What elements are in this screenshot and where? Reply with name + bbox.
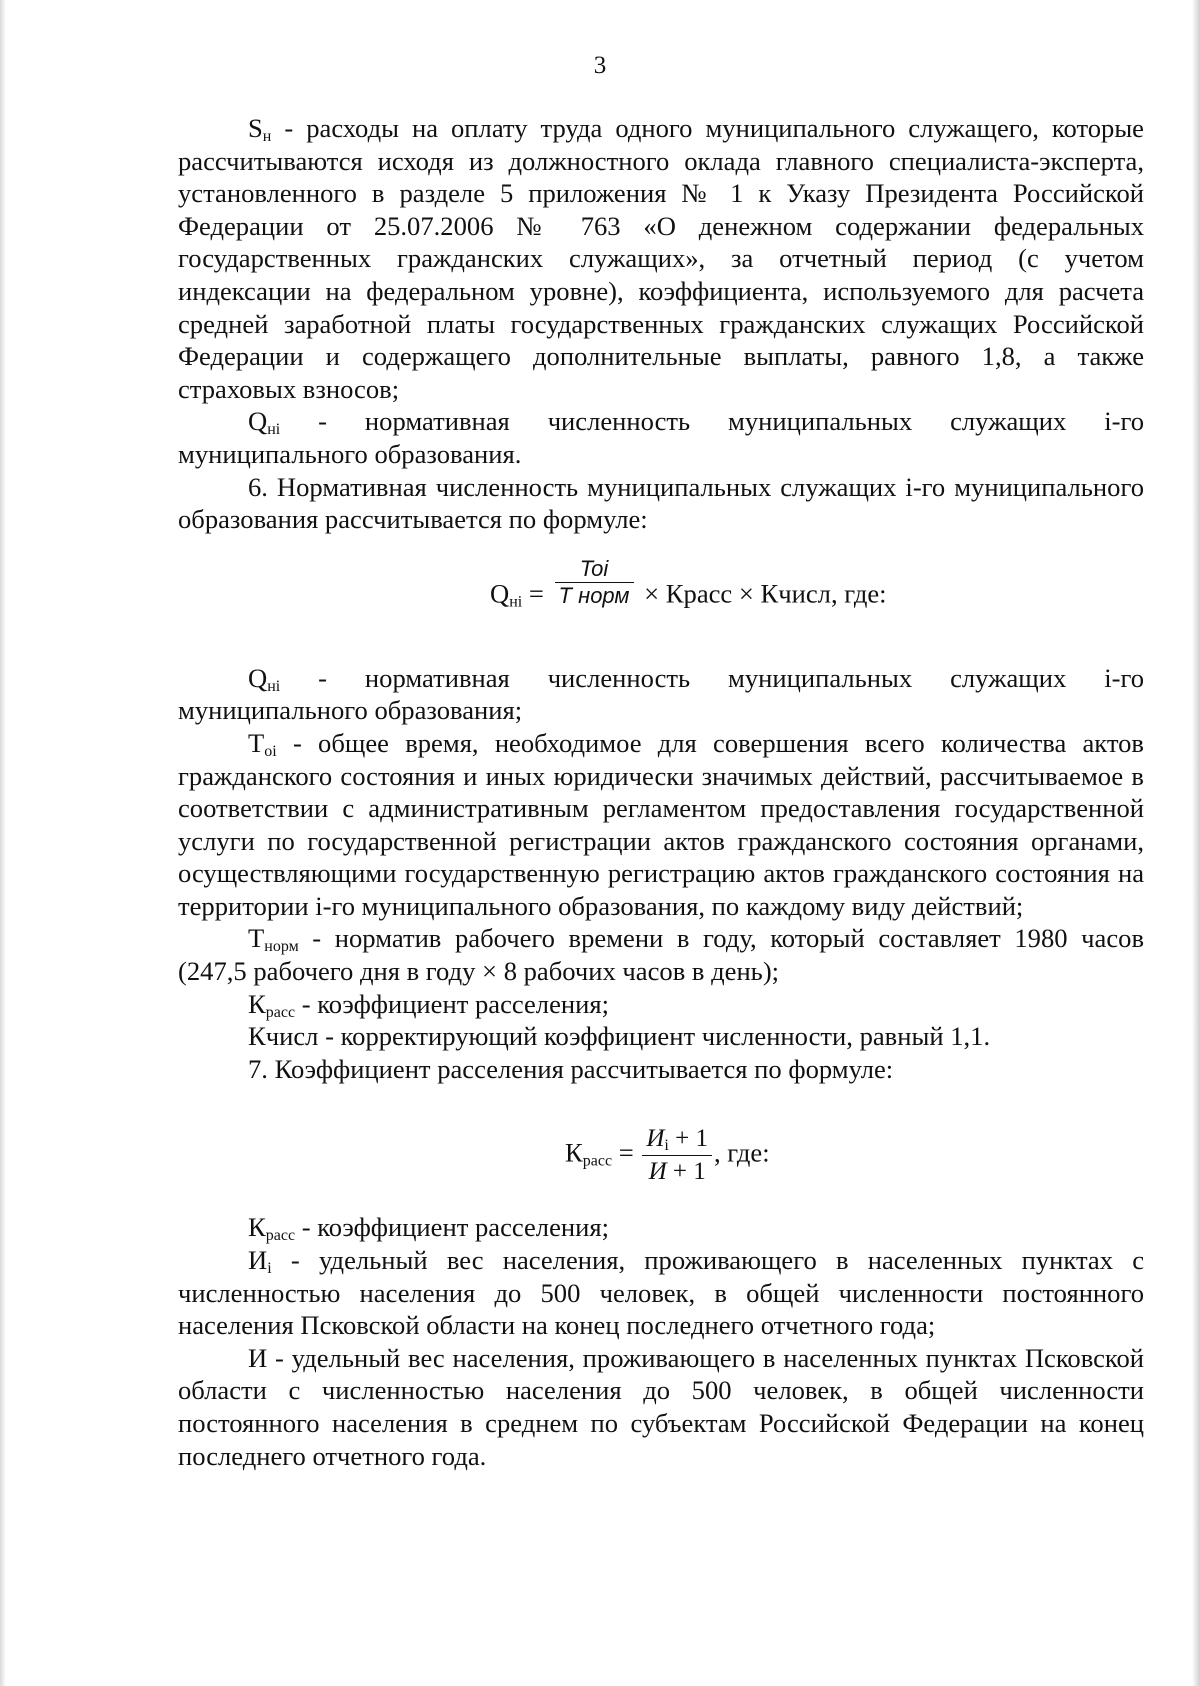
variable-q: Q [248,406,268,437]
fraction-denominator: T норм [558,582,630,608]
variable-k: К [248,988,266,1019]
variable-i: И [248,1245,268,1276]
paragraph-item-7: 7. Коэффициент расселения рассчитывается по формуле: [248,1053,894,1084]
paragraph-toi-definition [178,727,1144,923]
paragraph-qni-definition [178,405,1144,470]
formula-lhs-var: Q [490,578,510,609]
variable-subscript: расс [265,1227,296,1245]
variable-q: Q [248,662,268,693]
paragraph-text: - удельный вес населения, проживающего в населенных пунктах с численностью населения до 500 человек, в общей численности постоянного населения Псковской области на конец последнего отчетного года; [178,1245,1144,1341]
formula-equals: = [522,578,551,609]
paragraph-text: - коэффициент расселения; [295,988,609,1019]
formula-settlement-coefficient-expression [565,1123,770,1188]
variable-subscript: нi [267,421,281,439]
scan-edge-left [0,0,6,1686]
paragraph-qni-definition-2 [178,662,1144,727]
variable-s: S [248,113,263,143]
formula-lhs-var: К [565,1138,583,1169]
paragraph-text: - общее время, необходимое для совершения всего количества актов гражданского состояния и иных юридически значимых действий, рассчитываемое в соответствии с административным регламентом предоставления государственной услуги по государственной регистрации актов гражданского состояния органами, осуществляющими государственную регистрацию актов гражданского состояния на территории i-го муниципального образования, по каждому виду действий; [178,727,1144,921]
paragraph-i-definition: И - удельный вес населения, проживающего в населенных пунктах Псковской области с численностью населения до 500 человек, в общей численности постоянного населения в среднем по субъектам Российской Федерации на конец последнего отчетного года. [178,1342,1144,1471]
paragraph-text: - нормативная численность муниципальных служащих i-го муниципального образования. [178,406,1144,469]
paragraph-text: - нормативная численность муниципальных служащих i-го муниципального образования; [178,662,1144,726]
paragraph-kchisl-definition: Кчисл - корректирующий коэффициент численности, равный 1,1. [248,1021,991,1052]
formula-lhs-sub: нi [509,593,523,611]
variable-subscript: i [267,1260,272,1278]
variable-subscript: oi [264,742,277,760]
formula-equals: = [612,1138,641,1169]
variable-subscript: н [262,128,272,145]
formula-normative-count [178,536,1144,662]
formula-fraction [555,556,634,609]
paragraph-item-6: 6. Нормативная численность муниципальных служащих i-го муниципального образования рассчитывается по формуле: [178,471,1144,535]
page-number: 3 [593,52,607,79]
fraction-numerator: Toi [555,556,634,583]
denominator-var: И [648,1158,667,1186]
numerator-var: И [646,1125,665,1153]
variable-subscript: расс [265,1003,296,1021]
formula-lhs-sub: расс [582,1153,613,1171]
formula-rest: , где: [713,1138,770,1169]
paragraph-tnorm-definition [178,922,1144,987]
formula-settlement-coefficient [178,1085,1144,1211]
numerator-sub: i [664,1137,669,1155]
variable-subscript: норм [264,938,299,956]
denominator-rest: + 1 [666,1158,706,1186]
fraction-denominator [642,1156,712,1188]
formula-rest: × Красс × Кчисл, где: [637,578,887,609]
paragraph-krass-definition-2 [178,1211,1144,1244]
scan-edge-right [1192,0,1200,1686]
formula-fraction [642,1123,712,1188]
variable-t: T [248,923,265,954]
document-body [178,112,1144,1472]
variable-k: К [248,1212,266,1243]
paragraph-sn-definition [178,112,1144,405]
variable-subscript: нi [267,677,281,695]
paragraph-text: - норматив рабочего времени в году, который составляет 1980 часов (247,5 рабочего дня в году × 8 рабочих часов в день); [178,923,1144,987]
formula-normative-count-expression [490,555,887,623]
fraction-numerator [642,1123,712,1156]
variable-t: T [248,727,265,758]
paragraph-text: - расходы на оплату труда одного муниципального служащего, которые рассчитываются исходя из должностного оклада главного специалиста-эксперта, установленного в разделе 5 приложения № 1 к Указу Президента Российской Федерации от 25.07.2006 № 763 «О денежном содержании федеральных государственных гражданских служащих», за отчетный период (с учетом индексации на федеральном уровне), коэффициента, используемого для расчета средней заработной платы государственных гражданских служащих Российской Федерации и содержащего дополнительные выплаты, равного 1,8, а также страховых взносов; [178,113,1144,404]
numerator-rest: + 1 [668,1125,708,1153]
paragraph-text: - коэффициент расселения; [295,1212,609,1243]
paragraph-ii-definition [178,1244,1144,1342]
paragraph-krass-definition [178,988,1144,1021]
